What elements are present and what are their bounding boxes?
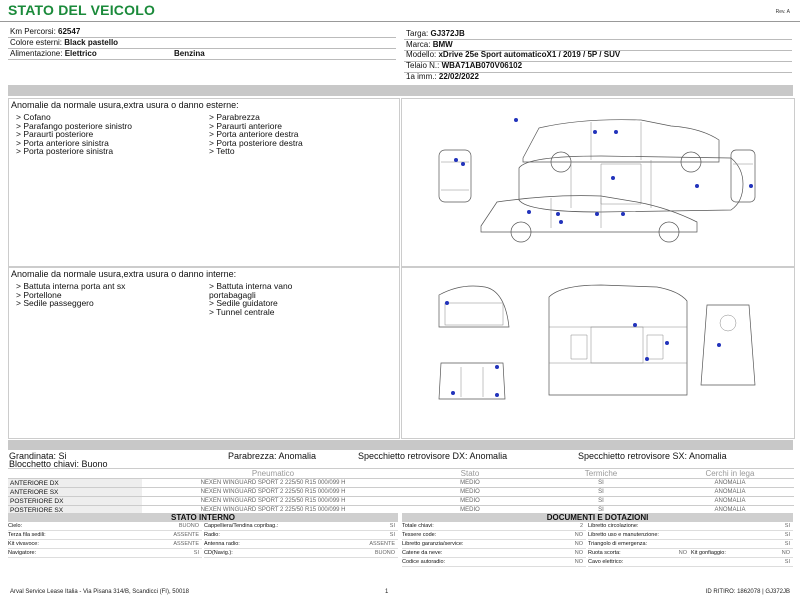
table-cell: ANTERIORE SX: [8, 488, 142, 497]
internal-damage-list-2: [209, 282, 292, 316]
documenti-row: Catene da neve: NO: [402, 549, 586, 558]
table-cell: SI: [536, 488, 666, 497]
list-item: > Tetto: [209, 146, 235, 156]
documenti-row: Libretto circolazione: SI: [588, 522, 793, 531]
telaio-row: Telaio N.: WBA71AB070V06102: [406, 61, 523, 70]
table-row: [8, 497, 794, 506]
km-row: Km Percorsi: 62547: [10, 27, 81, 36]
table-cell: MEDIO: [404, 479, 536, 488]
table-row: [8, 488, 794, 497]
internal-damage-list-1: [16, 282, 125, 308]
revision-label: Rev. A: [775, 9, 790, 15]
list-item: > Paraurti anteriore: [209, 120, 282, 131]
specchietto-dx-label: Specchietto retrovisore DX: Anomalia: [358, 451, 508, 461]
stato-interno-row: Terza fila sedili: ASSENTE: [8, 531, 202, 540]
documenti-row: Tessere code: NO: [402, 531, 586, 540]
table-cell: NEXEN WINGUARD SPORT 2 225/50 R15 000/099 H: [142, 479, 404, 488]
divider: [404, 39, 792, 40]
table-cell: ANTERIORE DX: [8, 479, 142, 488]
list-item: > Sedile guidatore: [209, 298, 278, 308]
table-cell: POSTERIORE DX: [8, 497, 142, 506]
alimentazione-extra: Benzina: [174, 49, 205, 58]
list-item: > Porta posteriore destra: [209, 137, 303, 148]
table-cell: NEXEN WINGUARD SPORT 2 225/50 R15 000/099 H: [142, 488, 404, 497]
parabrezza-label: Parabrezza: Anomalia: [228, 451, 317, 461]
stato-interno-title: STATO INTERNO: [8, 513, 398, 522]
summary-band: [8, 440, 793, 450]
documenti-title: DOCUMENTI E DOTAZIONI: [402, 513, 793, 522]
list-item: > Porta anteriore sinistra: [16, 137, 109, 148]
table-cell: MEDIO: [404, 497, 536, 506]
column-header: Cerchi in lega: [666, 469, 794, 479]
column-header: Stato: [404, 469, 536, 479]
colore-row: Colore esterni: Black pastello: [10, 38, 119, 47]
list-item: > Sedile passeggero: [16, 298, 94, 308]
table-cell: ANOMALIA: [666, 488, 794, 497]
list-item: > Tunnel centrale: [209, 306, 275, 317]
list-item: > Paraurti posteriore: [16, 129, 94, 139]
documenti-row: Kit gonfiaggio: NO: [691, 549, 793, 558]
footer-ritiro-id: ID RITIRO: 1862078 | GJ372JB: [705, 589, 790, 595]
blocchetto-label: Blocchetto chiavi: Buono: [9, 459, 108, 469]
column-header: Pneumatico: [142, 469, 404, 479]
table-cell: ANOMALIA: [666, 497, 794, 506]
header-divider: [0, 21, 800, 22]
table-cell: SI: [536, 506, 666, 515]
list-item: > Porta posteriore sinistra: [16, 146, 114, 156]
external-damage-list-2: [209, 113, 303, 156]
stato-interno-row: Navigatore: SI: [8, 549, 202, 558]
list-item: > Portellone: [16, 289, 62, 300]
table-cell: ANOMALIA: [666, 479, 794, 488]
list-item: > Porta anteriore destra: [209, 129, 299, 139]
table-cell: POSTERIORE SX: [8, 506, 142, 515]
internal-damage-title: Anomalie da normale usura,extra usura o danno interne:: [11, 269, 237, 279]
table-cell: NEXEN WINGUARD SPORT 2 225/50 R15 000/099 H: [142, 497, 404, 506]
stato-interno-row: Kit vivavoce: ASSENTE: [8, 540, 202, 549]
table-header-row: [8, 469, 794, 479]
table-row: [8, 479, 794, 488]
column-header: Termiche: [536, 469, 666, 479]
modello-row: Modello: xDrive 25e Sport automaticoX1 / 2019 / 5P / SUV: [406, 50, 621, 59]
external-damage-list-1: [16, 113, 132, 156]
list-item: > Parabrezza: [209, 112, 260, 122]
documenti-row: Libretto uso e manutenzione: SI: [588, 531, 793, 540]
stato-interno-row: Antenna radio: ASSENTE: [204, 540, 398, 549]
documenti-row: Totale chiavi: 2: [402, 522, 586, 531]
divider: [8, 59, 396, 60]
targa-row: Targa: GJ372JB: [406, 29, 465, 38]
page-title: STATO DEL VEICOLO: [8, 2, 156, 18]
table-cell: ANOMALIA: [666, 506, 794, 515]
documenti-row: Triangolo di emergenza: SI: [588, 540, 793, 549]
table-cell: SI: [536, 479, 666, 488]
immatricolazione-row: 1a imm.: 22/02/2022: [406, 72, 479, 81]
alimentazione-row: Alimentazione: Elettrico: [10, 49, 97, 58]
list-item: > Cofano: [16, 112, 51, 122]
list-item: > Parafango posteriore sinistro: [16, 120, 132, 131]
internal-car-diagram: [401, 267, 793, 437]
list-item: > Battuta interna vano: [209, 281, 293, 291]
footer-address: Arval Service Lease Italia - Via Pisana 314/B, Scandicci (FI), 50018: [10, 589, 189, 595]
tyres-table: [8, 468, 794, 514]
external-damage-title: Anomalie da normale usura,extra usura o danno esterne:: [11, 100, 239, 110]
specchietto-sx-label: Specchietto retrovisore SX: Anomalia: [578, 451, 727, 461]
stato-interno-row: Radio: SI: [204, 531, 398, 540]
table-cell: MEDIO: [404, 488, 536, 497]
table-cell: NEXEN WINGUARD SPORT 2 225/50 R15 000/099 H: [142, 506, 404, 515]
grandinata-label: Grandinata: Si: [9, 451, 67, 461]
list-item: > Battuta interna porta ant sx: [16, 281, 126, 291]
documenti-row: Libretto garanzia/service: NO: [402, 540, 586, 549]
stato-interno-row: Cielo: BUONO: [8, 522, 202, 531]
table-cell: MEDIO: [404, 506, 536, 515]
documenti-row: Cavo elettrico: SI: [588, 558, 793, 567]
stato-interno-row: CD(Navig.): BUONO: [204, 549, 398, 558]
external-car-diagram: [401, 98, 793, 265]
section-band: [8, 85, 793, 96]
table-cell: SI: [536, 497, 666, 506]
marca-row: Marca: BMW: [406, 40, 453, 49]
footer-page-number: 1: [385, 589, 389, 595]
stato-interno-row: Cappelliera/Tendina copribag.: SI: [204, 522, 398, 531]
documenti-row: Codice autoradio: NO: [402, 558, 586, 567]
column-header: [8, 469, 142, 479]
list-item: portabagagli: [209, 289, 256, 300]
documenti-row: Ruota scorta: NO: [588, 549, 690, 558]
